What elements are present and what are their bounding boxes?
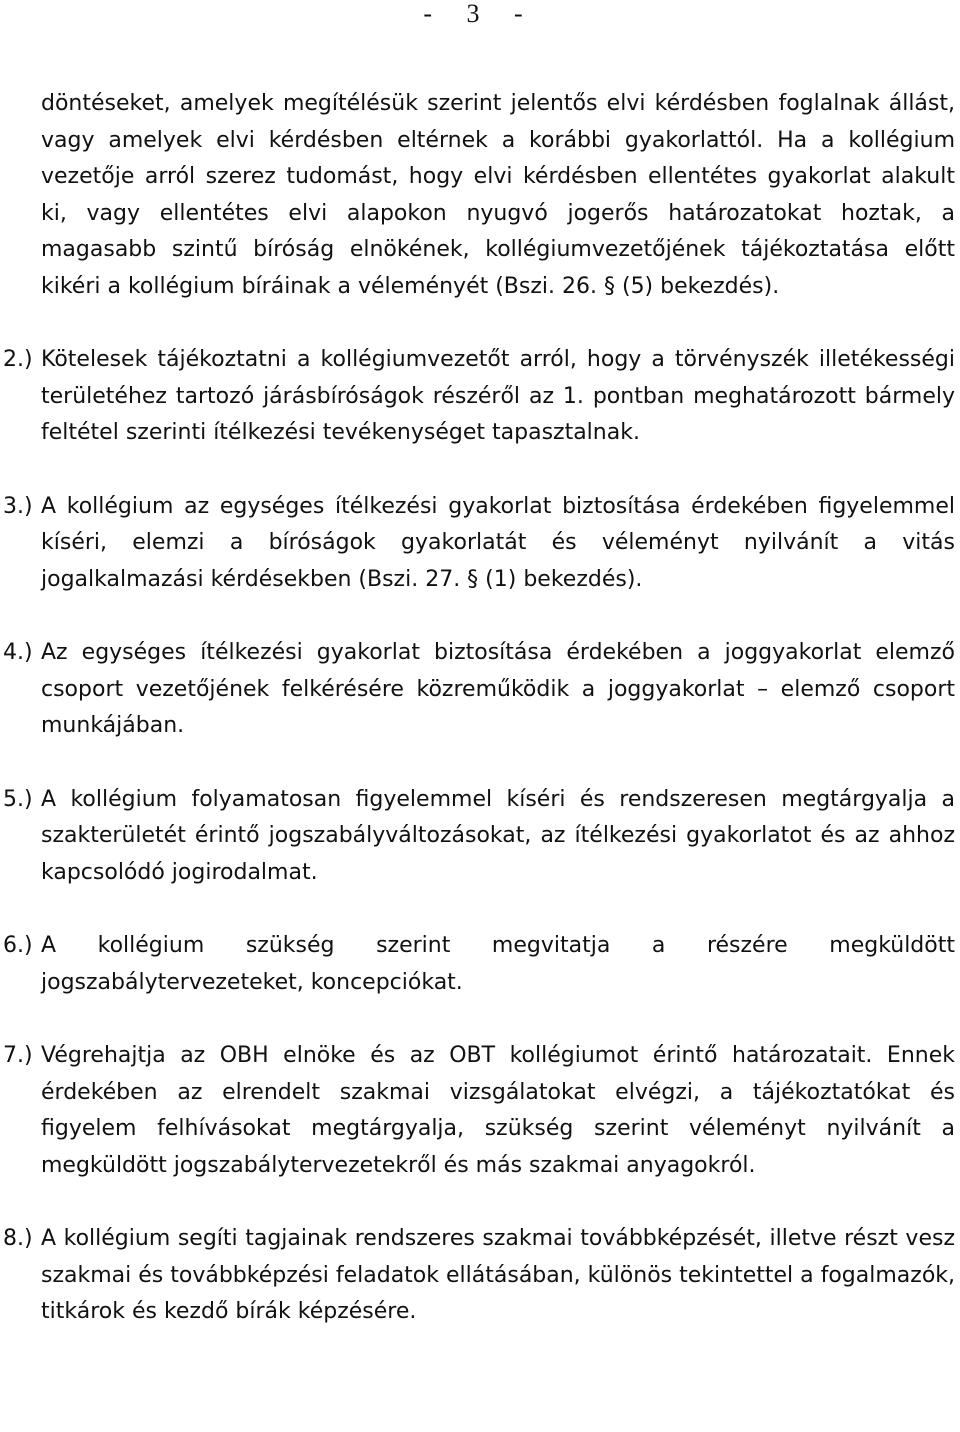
item-number: 2.) [3, 347, 33, 372]
paragraph-continuation: döntéseket, amelyek megítélésük szerint jelentős elvi kérdésben foglalnak állást, vagy amelyek elvi kérdésben eltérnek a korábbi gyakorlattól. Ha a kollégium vezetője arról szerez tudomást, hogy elvi kérdésben ellentétes gyakorlat alakult ki, vagy ellentétes elvi alapokon nyugvó jogerős határozatokat hoztak, a magasabb szintű bíróság elnökének, kollégiumvezetőjének tájékoztatása előtt kikéri a kollégium bíráinak a véleményét (Bszi. 26. § (5) bekezdés). [41, 91, 955, 299]
numbered-item-3 [3, 489, 955, 599]
numbered-item-4 [3, 635, 955, 745]
item-number: 4.) [3, 640, 33, 665]
item-number: 8.) [3, 1226, 33, 1251]
numbered-item-6 [3, 928, 955, 1001]
numbered-item-2 [3, 342, 955, 452]
item-number: 3.) [3, 493, 33, 519]
item-text: Az egységes ítélkezési gyakorlat biztosítása érdekében a joggyakorlat elemző csoport vezetőjének felkérésére közreműködik a joggyakorlat – elemző csoport munkájában. [41, 640, 955, 738]
item-text: A kollégium folyamatosan figyelemmel kíséri és rendszeresen megtárgyalja a szakterületét érintő jogszabályváltozásokat, az ítélkezési gyakorlatot és az ahhoz kapcsolódó jogirodalmat. [41, 786, 955, 885]
item-number: 5.) [3, 786, 33, 812]
item-text: Végrehajtja az OBH elnöke és az OBT kollégiumot érintő határozatait. Ennek érdekében az elrendelt szakmai vizsgálatokat elvégzi, a tájékoztatókat és figyelem felhívásokat megtárgyalja, szükség szerint véleményt nyilvánít a megküldött jogszabálytervezetekről és más szakmai anyagokról. [41, 1043, 955, 1178]
item-text: A kollégium szükség szerint megvitatja a részére megküldött jogszabálytervezeteket, koncepciókat. [41, 933, 955, 995]
item-number: 7.) [3, 1043, 33, 1068]
document-body [3, 86, 956, 1331]
numbered-item-5 [3, 782, 955, 892]
page-number: - 3 - [423, 0, 537, 28]
item-text: A kollégium az egységes ítélkezési gyakorlat biztosítása érdekében figyelemmel kíséri, elemzi a bíróságok gyakorlatát és véleményt nyilvánít a vitás jogalkalmazási kérdésekben (Bszi. 27. § (1) bekezdés). [41, 493, 955, 592]
numbered-item-8 [3, 1221, 956, 1331]
item-text: Kötelesek tájékoztatni a kollégiumvezetőt arról, hogy a törvényszék illetékességi területéhez tartozó járásbíróságok részéről az 1. pontban meghatározott bármely feltétel szerinti ítélkezési tevékenységet tapasztalnak. [41, 347, 955, 445]
item-text: A kollégium segíti tagjainak rendszeres szakmai továbbképzését, illetve részt vesz szakmai és továbbképzési feladatok ellátásában, különös tekintettel a fogalmazók, titkárok és kezdő bírák képzésére. [41, 1226, 956, 1324]
numbered-item-7 [3, 1038, 955, 1184]
item-number: 6.) [3, 933, 33, 958]
